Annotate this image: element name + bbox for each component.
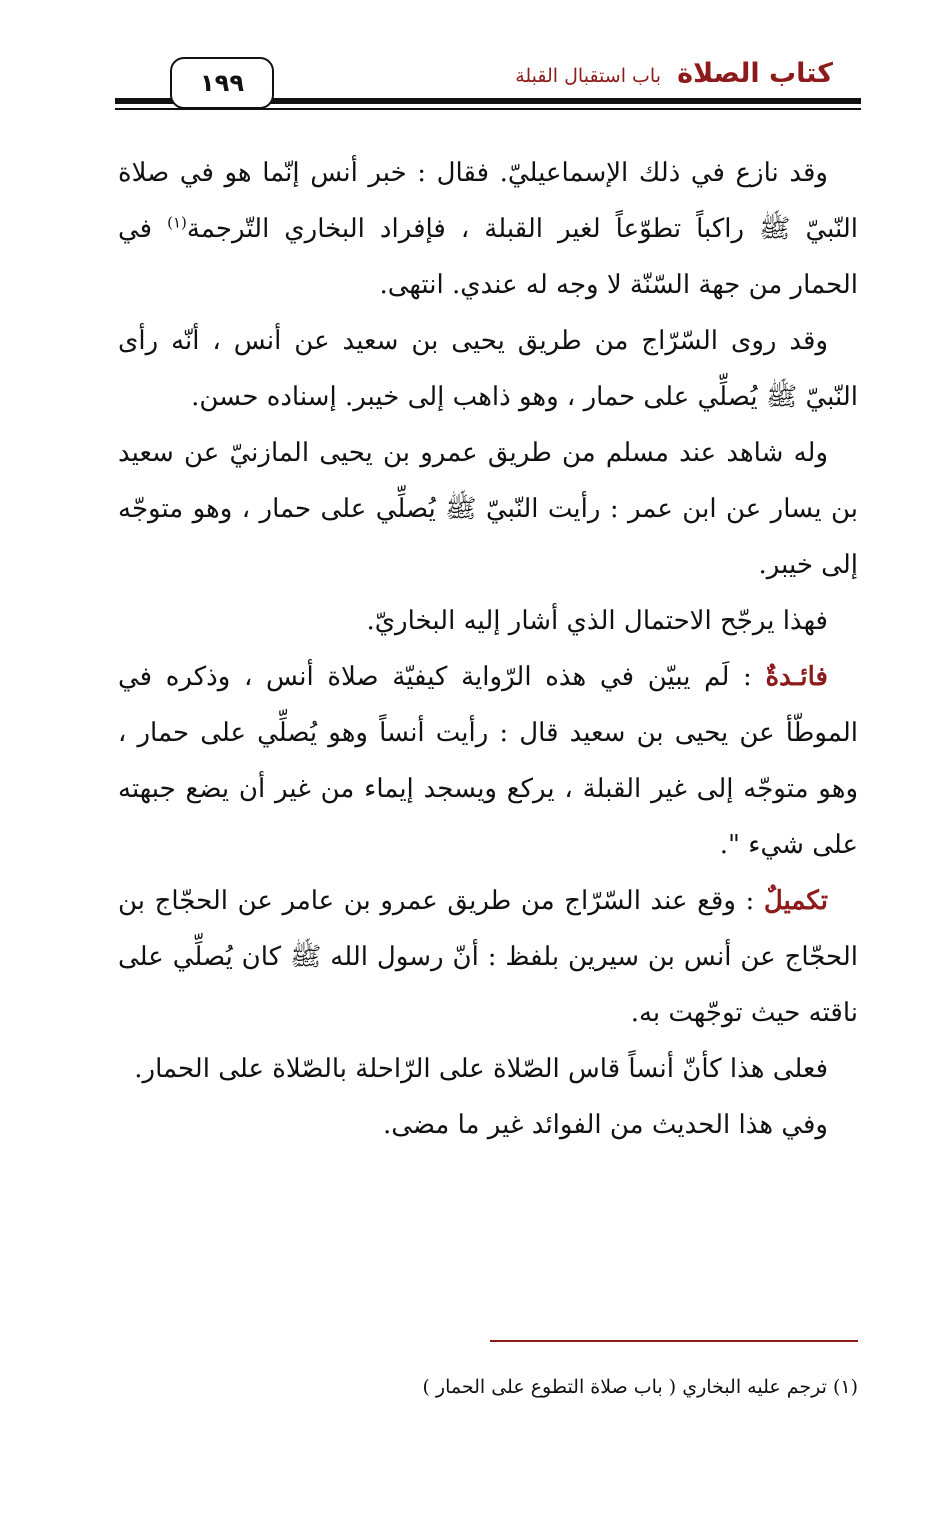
paragraph-text: : لَم يبيّن في هذه الرّواية كيفيّة صلاة أنس ، وذكره في الموطّأ عن يحيى بن سعيد قال : رأيت أنساً وهو يُصلِّي على حمار ، وهو متوجّه إلى غير القبلة ، يركع ويسجد إيماء من غير أن يضع جبهته على شيء ". (118, 662, 858, 860)
footnote-text: (١) ترجم عليه البخاري ( باب صلاة التطوع على الحمار ) (422, 1376, 858, 1398)
footnote-divider (490, 1340, 858, 1342)
paragraph (118, 145, 858, 313)
main-text (118, 145, 858, 1153)
paragraph-text: وقد روى السّرّاج من طريق يحيى بن سعيد عن أنس ، أنّه رأى النّبيّ ﷺ يُصلِّي على حمار ، وهو ذاهب إلى خيبر. إسناده حسن. (118, 326, 858, 412)
paragraph-text: فهذا يرجّح الاحتمال الذي أشار إليه البخاريّ. (366, 606, 828, 636)
lead-word-benefit: فائـدةٌ (765, 662, 828, 692)
paragraph (118, 649, 858, 873)
page-number (170, 57, 274, 109)
book-title: كتاب الصلاة (677, 58, 833, 89)
paragraph-text: وفي هذا الحديث من الفوائد غير ما مضى. (382, 1110, 828, 1140)
paragraph (118, 593, 858, 649)
paragraph (118, 313, 858, 425)
paragraph-text: : وقع عند السّرّاج من طريق عمرو بن عامر عن الحجّاج بن الحجّاج عن أنس بن سيرين بلفظ : أنّ رسول الله ﷺ كان يُصلِّي على ناقته حيث توجّهت به. (118, 886, 858, 1028)
footnote (118, 1372, 858, 1402)
page-number-text: ١٩٩ (200, 69, 244, 97)
paragraph-text: فعلى هذا كأنّ أنساً قاس الصّلاة على الرّاحلة بالصّلاة على الحمار. (134, 1054, 828, 1084)
chapter-title: باب استقبال القبلة (515, 65, 661, 87)
paragraph-text-continued: في الحمار من جهة السّنّة لا وجه له عندي. انتهى. (118, 214, 858, 300)
paragraph (118, 873, 858, 1041)
paragraph-text: وله شاهد عند مسلم من طريق عمرو بن يحيى المازنيّ عن سعيد بن يسار عن ابن عمر : رأيت النّبيّ ﷺ يُصلِّي على حمار ، وهو متوجّه إلى خيبر. (118, 438, 858, 580)
paragraph-text: وقد نازع في ذلك الإسماعيليّ. فقال : خبر أنس إنّما هو في صلاة النّبيّ ﷺ راكباً تطوّعاً لغير القبلة ، فإفراد البخاري التّرجمة (118, 158, 858, 244)
lead-word-completion: تكميلٌ (763, 886, 828, 916)
paragraph (118, 425, 858, 593)
paragraph (118, 1097, 858, 1153)
paragraph (118, 1041, 858, 1097)
footnote-marker[interactable]: (١) (167, 213, 187, 232)
